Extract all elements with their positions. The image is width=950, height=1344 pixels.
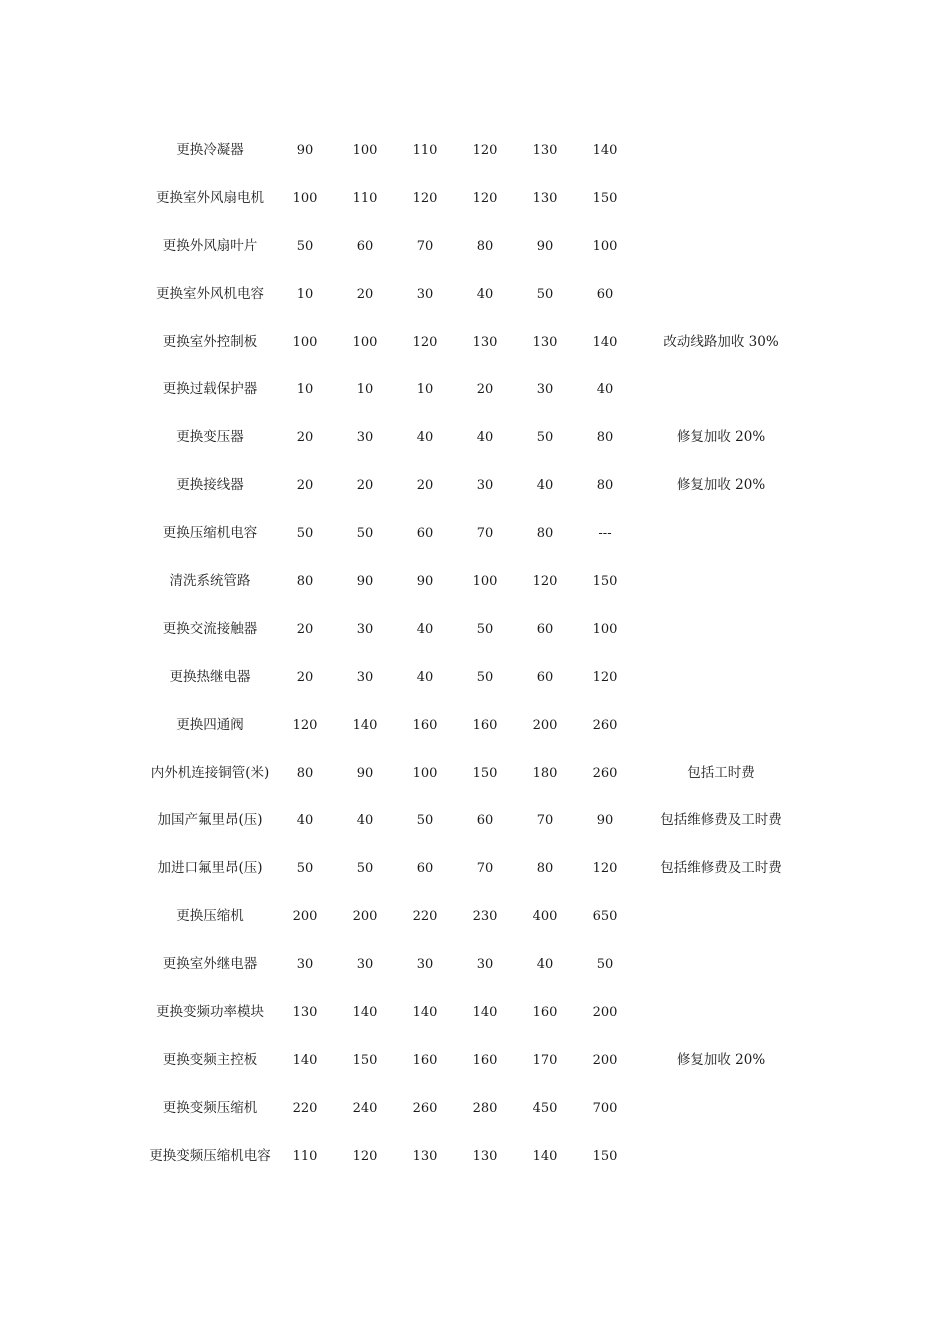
price-cell: 120	[592, 861, 618, 877]
item-note	[635, 510, 807, 558]
price-cell: 130	[532, 190, 558, 206]
price-cell: 150	[472, 765, 498, 781]
price-cell: 120	[472, 190, 498, 206]
table-row	[135, 510, 815, 558]
price-cell: 10	[356, 382, 374, 398]
item-note: 包括维修费及工时费	[660, 812, 782, 829]
price-cell: 120	[472, 143, 498, 158]
price-cell: 100	[292, 334, 318, 350]
price-cell: 150	[352, 1052, 378, 1068]
price-cell: 120	[412, 190, 438, 206]
price-cell: 100	[352, 334, 378, 350]
table-row	[135, 1085, 815, 1133]
repair-price-table	[135, 127, 815, 1181]
item-name: 更换室外继电器	[162, 956, 258, 973]
table-row	[135, 654, 815, 702]
table-row	[135, 558, 815, 606]
item-name: 清洗系统管路	[169, 573, 251, 590]
price-cell: 40	[536, 478, 554, 494]
price-cell: 90	[596, 813, 614, 829]
price-cell: 60	[416, 526, 434, 542]
price-cell: 80	[596, 430, 614, 446]
table-row	[135, 271, 815, 319]
table-row	[135, 1133, 815, 1181]
price-cell: 30	[356, 669, 374, 685]
price-cell: 160	[412, 1052, 438, 1068]
price-cell: 160	[472, 717, 498, 733]
price-cell: 180	[532, 765, 558, 781]
table-row	[135, 175, 815, 223]
price-cell: 30	[356, 430, 374, 446]
price-cell: 200	[352, 909, 378, 925]
price-cell: 50	[296, 861, 314, 877]
table-row	[135, 797, 815, 845]
price-cell: 450	[532, 1100, 558, 1116]
price-cell: 240	[352, 1100, 378, 1116]
price-cell: 40	[416, 430, 434, 446]
table-row	[135, 702, 815, 750]
price-cell: 110	[412, 143, 438, 158]
price-cell: 60	[416, 861, 434, 877]
price-cell: 140	[472, 1005, 498, 1021]
price-cell: 260	[592, 717, 618, 733]
price-cell: 140	[592, 334, 618, 350]
item-note	[635, 893, 807, 941]
price-cell: 130	[472, 1148, 498, 1164]
item-name: 更换变频功率模块	[156, 1004, 264, 1021]
item-name: 更换过载保护器	[162, 381, 258, 398]
item-note: 修复加收 20%	[676, 477, 766, 494]
price-cell: 650	[592, 909, 618, 925]
table-row	[135, 845, 815, 893]
price-cell: 30	[296, 957, 314, 973]
item-name: 更换接线器	[176, 477, 244, 494]
price-cell: 40	[476, 430, 494, 446]
item-note	[635, 606, 807, 654]
price-cell: 220	[412, 909, 438, 925]
price-cell: 230	[472, 909, 498, 925]
price-cell: 90	[356, 574, 374, 590]
price-cell: 40	[356, 813, 374, 829]
price-cell: 40	[416, 621, 434, 637]
item-name: 更换变频压缩机电容	[149, 1147, 271, 1164]
item-name: 更换冷凝器	[176, 142, 244, 158]
price-cell: 50	[596, 957, 614, 973]
price-cell: 20	[356, 286, 374, 302]
price-cell: 130	[292, 1005, 318, 1021]
price-cell: 100	[592, 238, 618, 254]
table-row	[135, 941, 815, 989]
item-name: 更换压缩机	[176, 908, 244, 925]
price-cell: 40	[296, 813, 314, 829]
price-cell: 40	[476, 286, 494, 302]
price-cell: 80	[476, 238, 494, 254]
item-note: 包括维修费及工时费	[660, 860, 782, 877]
price-cell: 260	[592, 765, 618, 781]
item-note	[635, 1133, 807, 1181]
price-cell: 50	[296, 238, 314, 254]
price-cell: 20	[356, 478, 374, 494]
price-cell: 30	[356, 957, 374, 973]
price-cell: 60	[356, 238, 374, 254]
price-cell: 140	[412, 1005, 438, 1021]
price-cell: 80	[596, 478, 614, 494]
item-note	[635, 223, 807, 271]
item-note	[635, 271, 807, 319]
price-cell: 30	[356, 621, 374, 637]
price-cell: 100	[352, 143, 378, 158]
price-cell: 200	[532, 717, 558, 733]
price-cell: 50	[476, 669, 494, 685]
table-row	[135, 893, 815, 941]
item-note	[635, 989, 807, 1037]
price-cell: 90	[536, 238, 554, 254]
price-cell: 280	[472, 1100, 498, 1116]
price-cell: 50	[296, 526, 314, 542]
table-row	[135, 606, 815, 654]
table-row	[135, 750, 815, 798]
price-cell: 30	[476, 478, 494, 494]
price-cell: 40	[536, 957, 554, 973]
price-cell: 80	[296, 574, 314, 590]
item-note: 包括工时费	[687, 764, 755, 781]
price-cell: 90	[296, 143, 314, 158]
price-cell: 160	[472, 1052, 498, 1068]
price-cell: 160	[412, 717, 438, 733]
item-name: 更换交流接触器	[162, 620, 258, 637]
price-cell: 90	[416, 574, 434, 590]
price-cell: 150	[592, 1148, 618, 1164]
item-name: 更换压缩机电容	[162, 525, 258, 542]
price-cell: 90	[356, 765, 374, 781]
item-name: 更换变压器	[176, 429, 244, 446]
item-note	[635, 941, 807, 989]
item-name: 更换变频主控板	[162, 1051, 258, 1068]
price-cell: 20	[296, 430, 314, 446]
price-cell: 40	[596, 382, 614, 398]
price-cell: 80	[296, 765, 314, 781]
price-cell: 60	[536, 621, 554, 637]
price-cell: 80	[536, 861, 554, 877]
price-cell: 20	[296, 478, 314, 494]
table-row	[135, 366, 815, 414]
table-row	[135, 319, 815, 367]
price-cell: 30	[536, 382, 554, 398]
price-cell: 10	[296, 382, 314, 398]
price-cell: 70	[476, 861, 494, 877]
price-cell: 120	[592, 669, 618, 685]
price-cell: 50	[476, 621, 494, 637]
price-cell: 400	[532, 909, 558, 925]
price-cell: 150	[592, 190, 618, 206]
price-cell: 10	[296, 286, 314, 302]
price-cell: 110	[292, 1148, 318, 1164]
price-cell: 50	[416, 813, 434, 829]
item-note: 修复加收 20%	[676, 429, 766, 446]
price-cell: 130	[532, 143, 558, 158]
price-cell: 220	[292, 1100, 318, 1116]
item-name: 更换变频压缩机	[162, 1099, 258, 1116]
item-note	[635, 175, 807, 223]
item-name: 加国产氟里昂(压)	[157, 812, 263, 829]
price-cell: 20	[296, 669, 314, 685]
table-row	[135, 989, 815, 1037]
price-cell: 120	[292, 717, 318, 733]
price-cell: 140	[352, 717, 378, 733]
table-row	[135, 1037, 815, 1085]
item-note: 修复加收 20%	[676, 1051, 766, 1068]
item-name: 更换热继电器	[169, 668, 251, 685]
table-row	[135, 127, 815, 175]
price-cell: 120	[532, 574, 558, 590]
price-cell: 160	[532, 1005, 558, 1021]
price-cell: 20	[476, 382, 494, 398]
price-cell: ---	[598, 526, 612, 542]
item-name: 更换室外控制板	[162, 333, 258, 350]
price-cell: 150	[592, 574, 618, 590]
price-cell: 260	[412, 1100, 438, 1116]
item-note	[635, 127, 807, 175]
price-cell: 80	[536, 526, 554, 542]
price-cell: 30	[416, 957, 434, 973]
price-cell: 60	[536, 669, 554, 685]
price-cell: 30	[476, 957, 494, 973]
item-name: 更换外风扇叶片	[162, 237, 258, 254]
price-cell: 200	[592, 1005, 618, 1021]
item-name: 更换室外风机电容	[156, 285, 264, 302]
price-cell: 100	[412, 765, 438, 781]
item-note	[635, 654, 807, 702]
price-cell: 170	[532, 1052, 558, 1068]
price-cell: 140	[352, 1005, 378, 1021]
price-cell: 130	[412, 1148, 438, 1164]
price-cell: 200	[292, 909, 318, 925]
price-cell: 50	[536, 286, 554, 302]
item-note	[635, 558, 807, 606]
price-cell: 50	[356, 526, 374, 542]
price-cell: 50	[536, 430, 554, 446]
price-cell: 100	[472, 574, 498, 590]
item-name: 加进口氟里昂(压)	[157, 860, 263, 877]
price-cell: 140	[592, 143, 618, 158]
price-cell: 140	[292, 1052, 318, 1068]
item-name: 更换室外风扇电机	[156, 189, 264, 206]
price-cell: 60	[596, 286, 614, 302]
item-name: 更换四通阀	[176, 716, 244, 733]
item-note	[635, 702, 807, 750]
price-cell: 200	[592, 1052, 618, 1068]
price-cell: 10	[416, 382, 434, 398]
price-cell: 100	[592, 621, 618, 637]
price-cell: 40	[416, 669, 434, 685]
price-cell: 130	[532, 334, 558, 350]
price-cell: 140	[532, 1148, 558, 1164]
price-cell: 70	[416, 238, 434, 254]
item-note	[635, 366, 807, 414]
price-cell: 120	[352, 1148, 378, 1164]
table-row	[135, 414, 815, 462]
price-cell: 700	[592, 1100, 618, 1116]
table-row	[135, 462, 815, 510]
price-cell: 60	[476, 813, 494, 829]
price-cell: 50	[356, 861, 374, 877]
table-row	[135, 223, 815, 271]
item-note	[635, 1085, 807, 1133]
item-note: 改动线路加收 30%	[663, 333, 779, 350]
price-cell: 100	[292, 190, 318, 206]
price-cell: 120	[412, 334, 438, 350]
price-cell: 110	[352, 190, 378, 206]
item-name: 内外机连接铜管(米)	[150, 764, 270, 781]
price-cell: 20	[416, 478, 434, 494]
price-cell: 30	[416, 286, 434, 302]
price-cell: 70	[536, 813, 554, 829]
price-cell: 130	[472, 334, 498, 350]
price-cell: 20	[296, 621, 314, 637]
price-cell: 70	[476, 526, 494, 542]
